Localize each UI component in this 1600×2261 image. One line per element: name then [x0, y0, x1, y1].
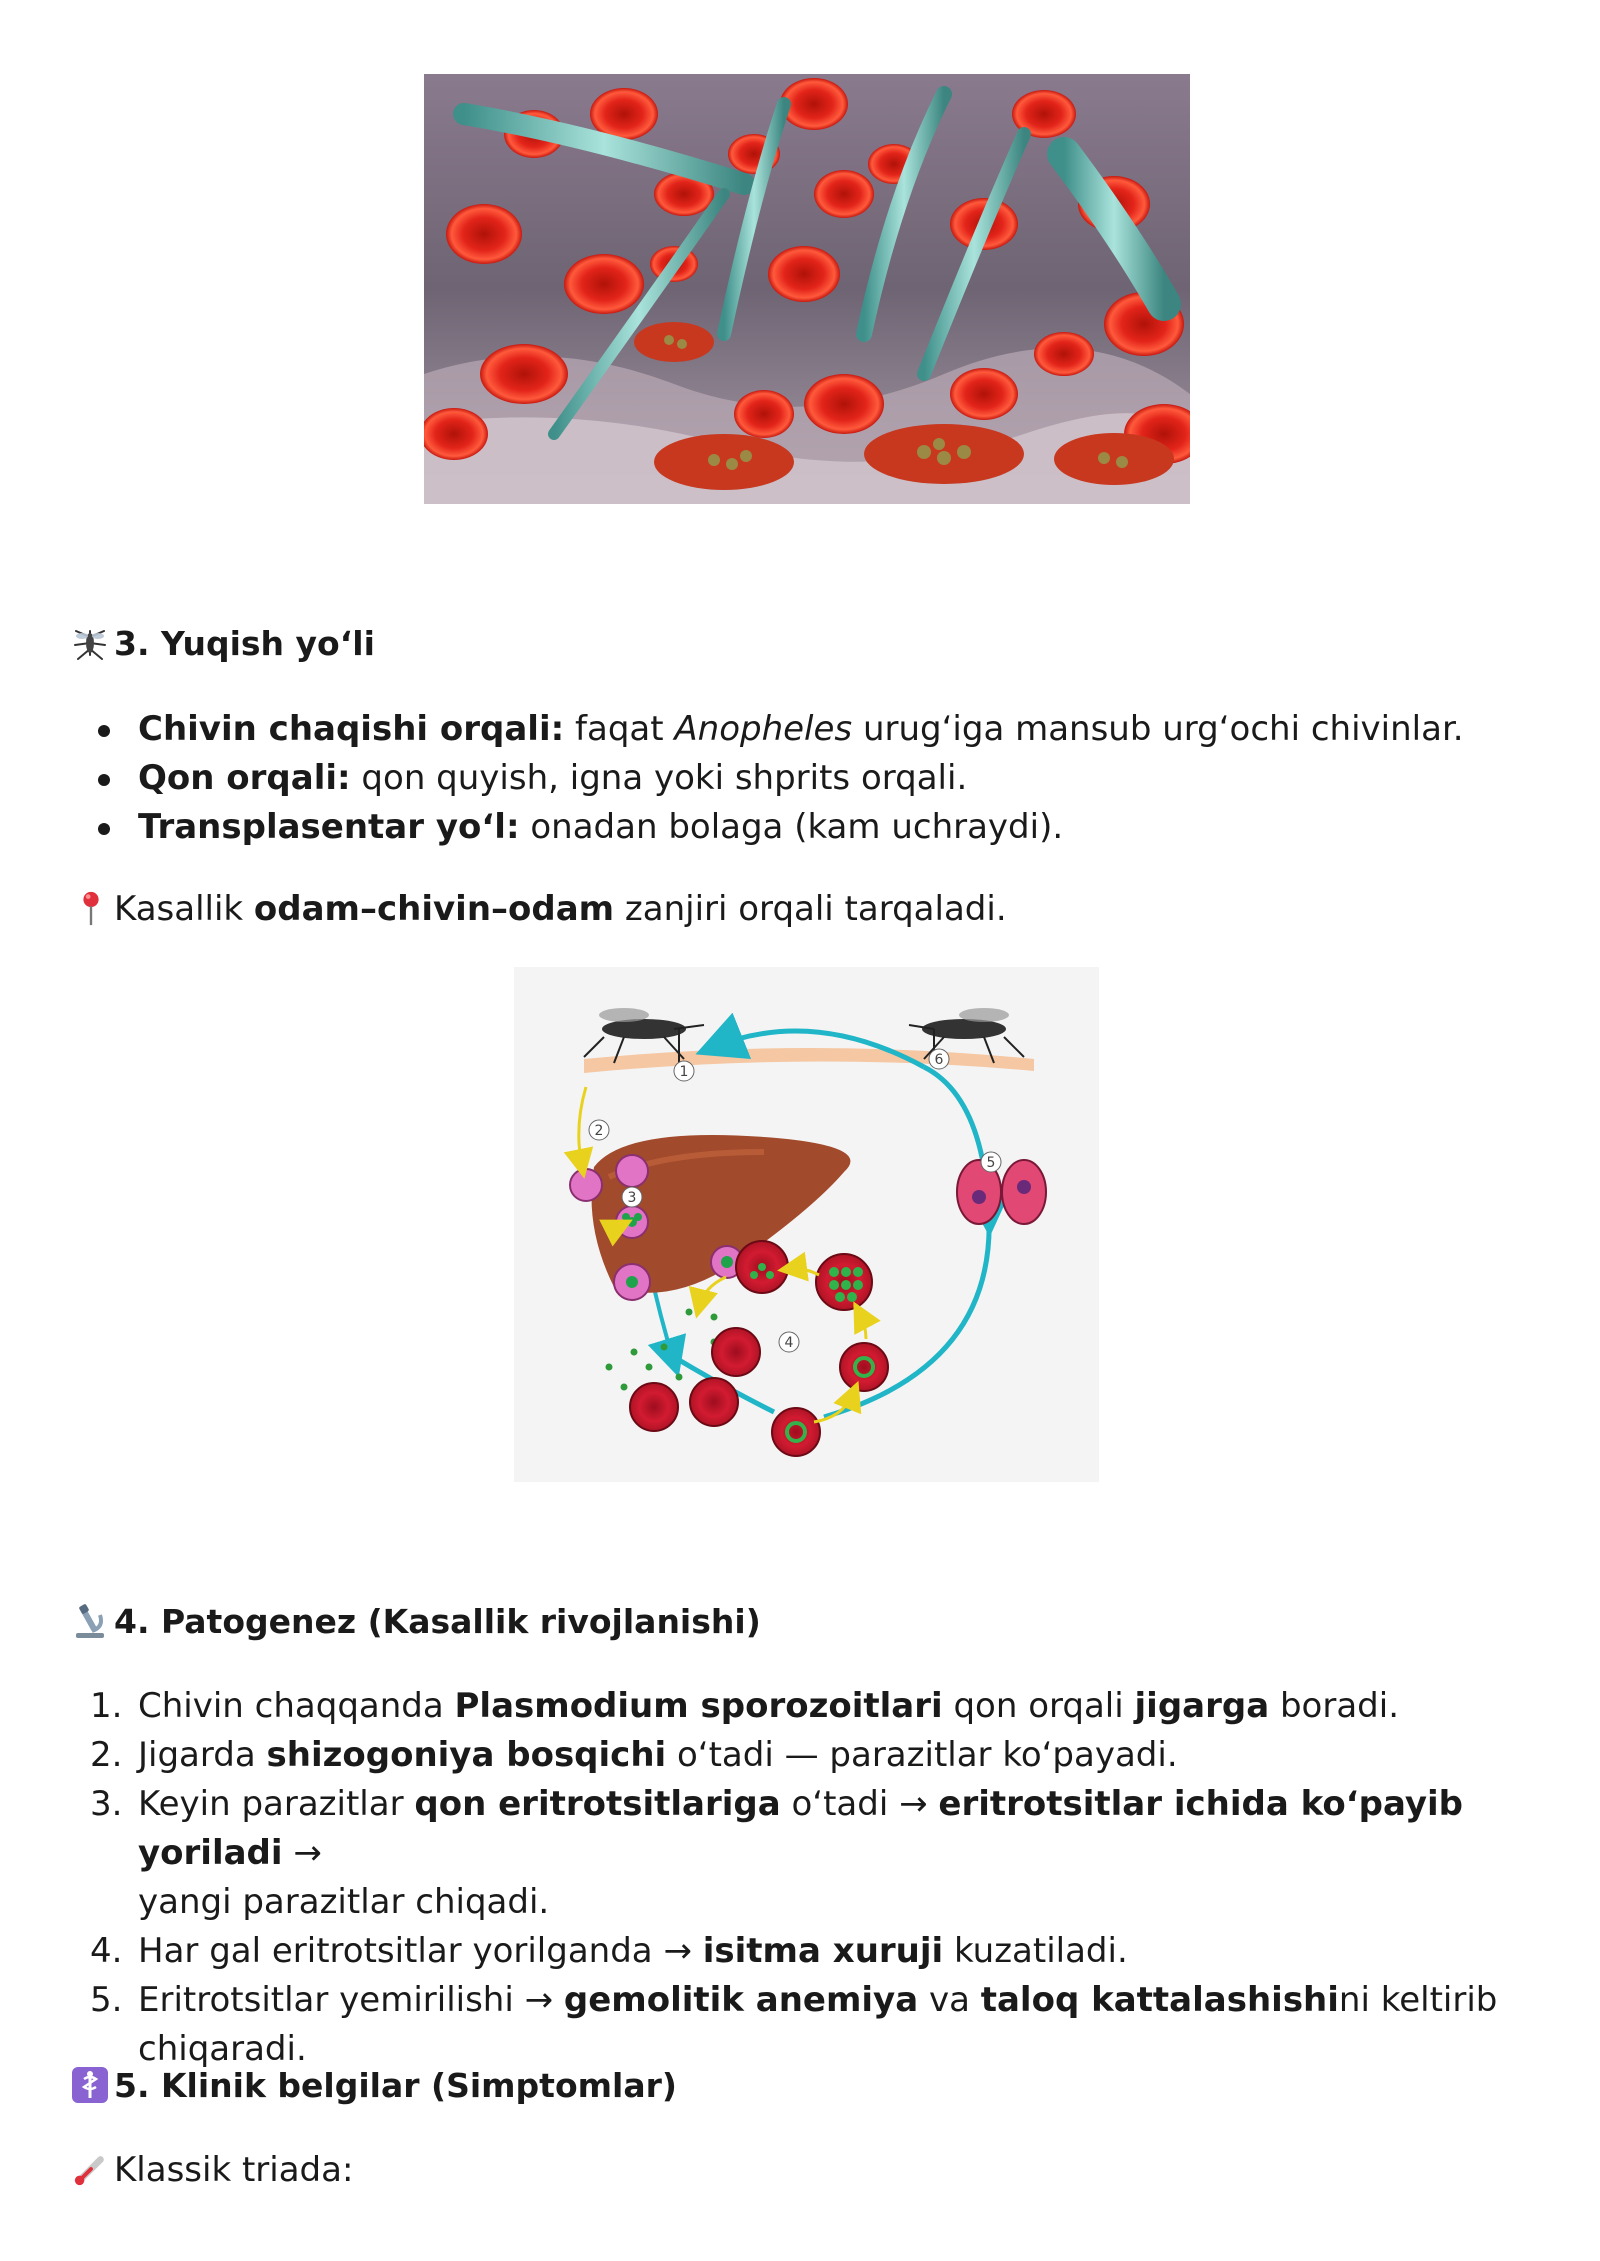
item-bold: qon eritrotsitlariga: [414, 1784, 781, 1824]
note-bold: odam–chivin–odam: [253, 889, 615, 929]
item-bold: Qon orqali:: [138, 758, 351, 798]
list-item: [70, 1976, 1540, 2074]
item-text: onadan bolaga (kam uchraydi).: [519, 807, 1064, 847]
item-number: 2.: [90, 1735, 123, 1775]
thermometer-icon: [72, 2149, 110, 2189]
step-label-4: 4: [784, 1335, 794, 1351]
item-number: 1.: [90, 1686, 123, 1726]
red-blood-cell: [1034, 332, 1094, 376]
item-text: qon orqali: [942, 1686, 1135, 1726]
item-text: Chivin chaqqanda: [138, 1686, 455, 1726]
list-item: [70, 1780, 1540, 1927]
item-text: Jigarda: [138, 1735, 267, 1775]
item-bold: taloq kattalashishi: [980, 1980, 1339, 2020]
malaria-blood-cells-image: [424, 74, 1190, 504]
section-4-title: 4. Patogenez (Kasallik rivojlanishi): [114, 1602, 761, 1641]
red-blood-cell: [734, 390, 794, 438]
item-text: va: [918, 1980, 981, 2020]
section-5-title: 5. Klinik belgilar (Simptomlar): [114, 2066, 677, 2105]
item-text: boradi.: [1269, 1686, 1399, 1726]
red-blood-cell: [446, 204, 522, 264]
item-number: 4.: [90, 1931, 123, 1971]
item-text: chiqaradi.: [138, 2029, 307, 2069]
item-text: Har gal eritrotsitlar yorilganda →: [138, 1931, 703, 1971]
pathogenesis-list: [70, 1682, 1540, 2074]
microscope-icon: [70, 1601, 110, 1641]
step-label-5: 5: [986, 1155, 996, 1171]
item-bold: Chivin chaqishi orqali:: [138, 709, 565, 749]
item-text: Eritrotsitlar yemirilishi →: [138, 1980, 564, 2020]
item-italic: Anopheles: [674, 709, 853, 749]
note-text: Klassik triada:: [114, 2150, 354, 2190]
list-item: [70, 754, 1464, 803]
chain-note: [72, 885, 1007, 933]
list-item: [70, 803, 1464, 852]
transmission-list: [70, 705, 1464, 852]
item-text: urug‘iga mansub urg‘ochi chivinlar.: [852, 709, 1464, 749]
item-text: Keyin parazitlar: [138, 1784, 415, 1824]
item-text: o‘tadi →: [780, 1784, 939, 1824]
note-text: Kasallik: [114, 889, 254, 929]
step-label-1: 1: [679, 1064, 689, 1080]
list-item: [70, 705, 1464, 754]
triad-note: [72, 2146, 353, 2194]
item-text: yangi parazitlar chiqadi.: [138, 1882, 550, 1922]
item-text: qon quyish, igna yoki shprits orqali.: [350, 758, 968, 798]
item-text: faqat: [564, 709, 675, 749]
item-bold: Plasmodium sporozoitlari: [454, 1686, 943, 1726]
medical-symbol-icon: [70, 2065, 110, 2105]
item-bold: isitma xuruji: [702, 1931, 944, 1971]
list-item: [70, 1682, 1540, 1731]
section-5-heading: [70, 2062, 677, 2110]
mosquito-icon: [70, 623, 110, 663]
item-bold: Transplasentar yo‘l:: [138, 807, 520, 847]
list-item: [70, 1731, 1540, 1780]
step-label-3: 3: [627, 1190, 637, 1206]
item-bold: gemolitik anemiya: [563, 1980, 919, 2020]
note-text: zanjiri orqali tarqaladi.: [614, 889, 1007, 929]
step-label-6: 6: [934, 1052, 944, 1068]
section-3-heading: [70, 620, 375, 668]
item-text: o‘tadi — parazitlar ko‘payadi.: [666, 1735, 1178, 1775]
red-blood-cell: [768, 246, 840, 302]
item-number: 5.: [90, 1980, 123, 2020]
red-blood-cell: [804, 374, 884, 434]
pin-icon: [72, 888, 110, 928]
list-item: [70, 1927, 1540, 1976]
step-label-2: 2: [594, 1123, 604, 1139]
item-text: ni keltirib: [1338, 1980, 1498, 2020]
section-4-heading: [70, 1598, 761, 1646]
red-blood-cell: [950, 368, 1018, 420]
item-text: kuzatiladi.: [943, 1931, 1128, 1971]
plasmodium-life-cycle-diagram: [514, 967, 1099, 1482]
red-blood-cell: [480, 344, 568, 404]
red-blood-cell: [564, 254, 644, 314]
item-number: 3.: [90, 1784, 123, 1824]
item-bold: eritrotsitlar ichida ko‘payib yoriladi: [138, 1784, 1463, 1873]
item-bold: shizogoniya bosqichi: [266, 1735, 667, 1775]
section-3-title: 3. Yuqish yo‘li: [114, 624, 375, 663]
item-text: →: [282, 1833, 322, 1873]
red-blood-cell: [814, 170, 874, 218]
item-bold: jigarga: [1134, 1686, 1270, 1726]
